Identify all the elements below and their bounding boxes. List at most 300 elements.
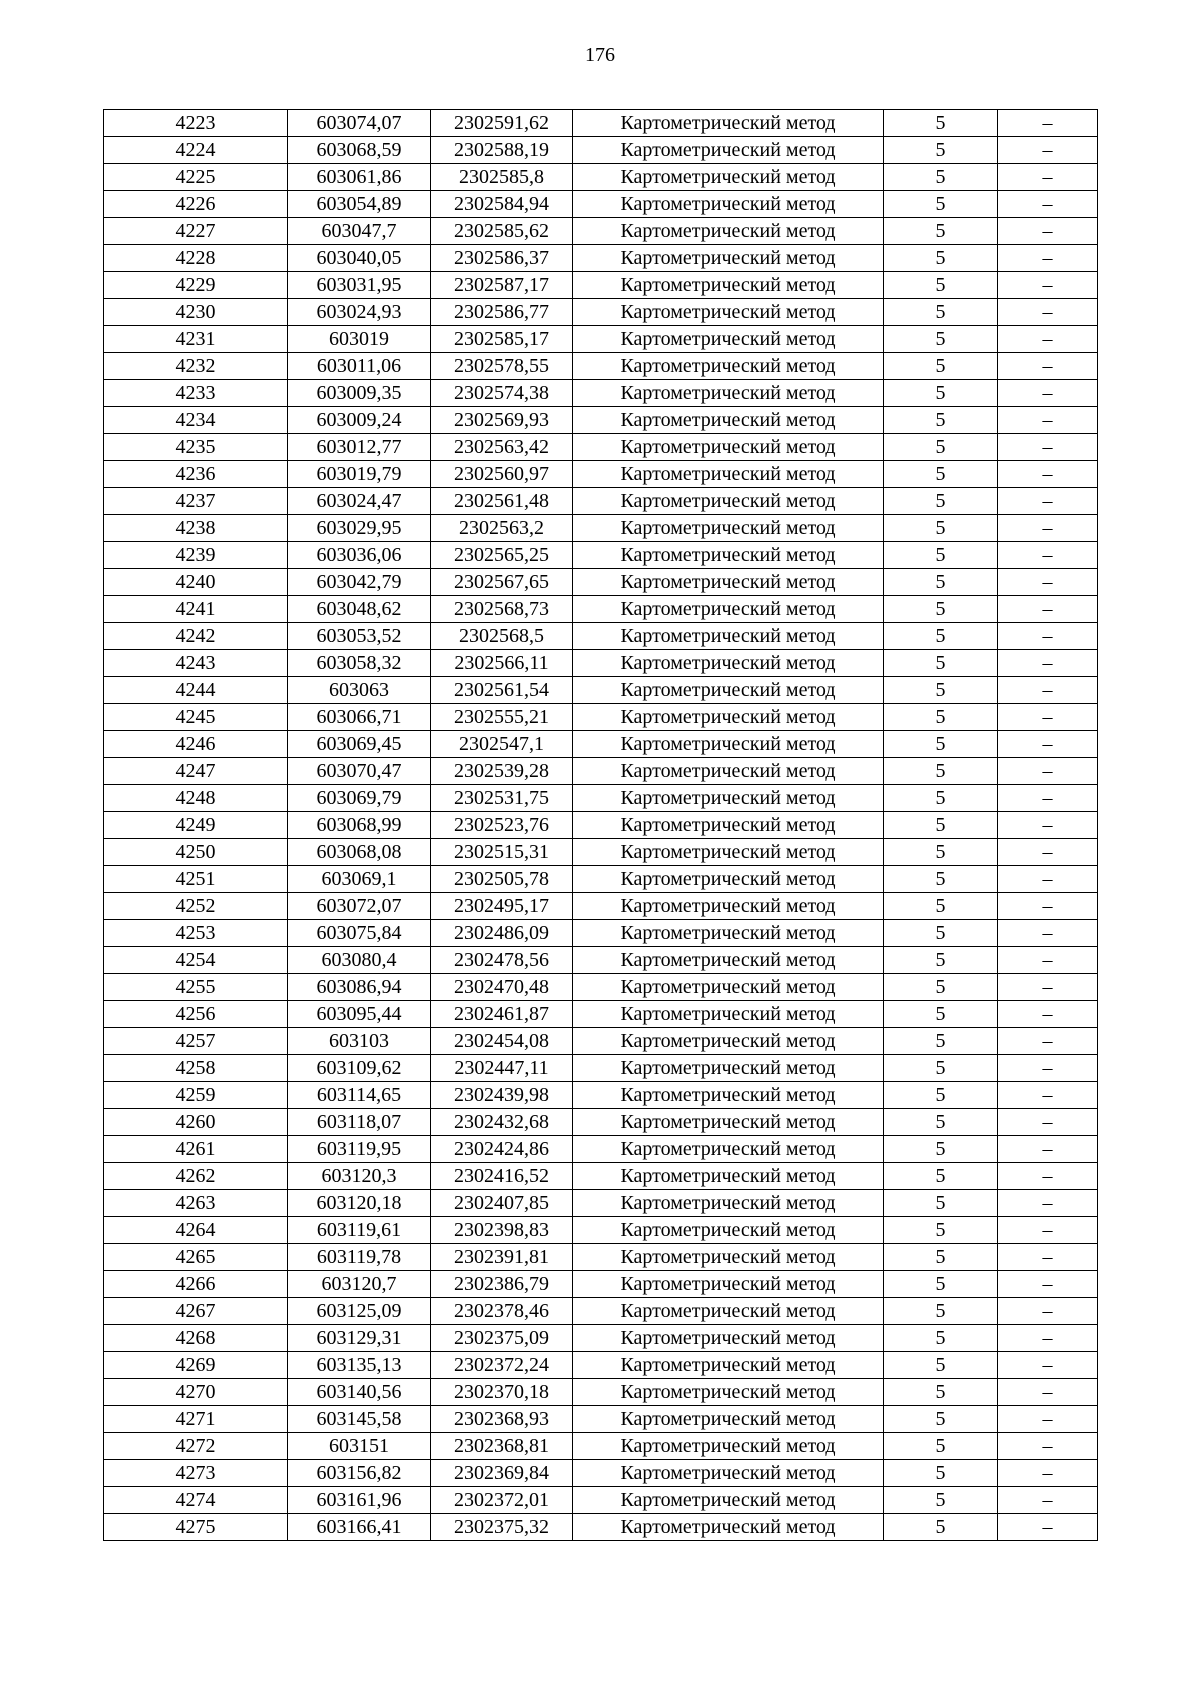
accuracy-cell: 5 bbox=[884, 542, 998, 569]
note-cell: – bbox=[998, 461, 1098, 488]
y-coordinate-cell: 2302568,73 bbox=[431, 596, 573, 623]
x-coordinate-cell: 603119,61 bbox=[288, 1217, 431, 1244]
point-number-cell: 4241 bbox=[104, 596, 288, 623]
accuracy-cell: 5 bbox=[884, 785, 998, 812]
method-cell: Картометрический метод bbox=[573, 1460, 884, 1487]
accuracy-cell: 5 bbox=[884, 515, 998, 542]
method-cell: Картометрический метод bbox=[573, 326, 884, 353]
method-cell: Картометрический метод bbox=[573, 434, 884, 461]
accuracy-cell: 5 bbox=[884, 137, 998, 164]
accuracy-cell: 5 bbox=[884, 488, 998, 515]
table-row bbox=[104, 893, 1098, 920]
method-cell: Картометрический метод bbox=[573, 488, 884, 515]
y-coordinate-cell: 2302391,81 bbox=[431, 1244, 573, 1271]
point-number-cell: 4251 bbox=[104, 866, 288, 893]
x-coordinate-cell: 603029,95 bbox=[288, 515, 431, 542]
method-cell: Картометрический метод bbox=[573, 1217, 884, 1244]
note-cell: – bbox=[998, 245, 1098, 272]
note-cell: – bbox=[998, 1190, 1098, 1217]
note-cell: – bbox=[998, 1244, 1098, 1271]
accuracy-cell: 5 bbox=[884, 893, 998, 920]
table-row bbox=[104, 461, 1098, 488]
point-number-cell: 4246 bbox=[104, 731, 288, 758]
accuracy-cell: 5 bbox=[884, 947, 998, 974]
x-coordinate-cell: 603024,93 bbox=[288, 299, 431, 326]
accuracy-cell: 5 bbox=[884, 245, 998, 272]
table-body bbox=[104, 110, 1098, 1541]
x-coordinate-cell: 603118,07 bbox=[288, 1109, 431, 1136]
note-cell: – bbox=[998, 353, 1098, 380]
note-cell: – bbox=[998, 920, 1098, 947]
table-row bbox=[104, 677, 1098, 704]
y-coordinate-cell: 2302369,84 bbox=[431, 1460, 573, 1487]
y-coordinate-cell: 2302560,97 bbox=[431, 461, 573, 488]
x-coordinate-cell: 603053,52 bbox=[288, 623, 431, 650]
note-cell: – bbox=[998, 785, 1098, 812]
table-row bbox=[104, 299, 1098, 326]
table-row bbox=[104, 488, 1098, 515]
x-coordinate-cell: 603019,79 bbox=[288, 461, 431, 488]
table-row bbox=[104, 974, 1098, 1001]
table-row bbox=[104, 866, 1098, 893]
x-coordinate-cell: 603086,94 bbox=[288, 974, 431, 1001]
table-row bbox=[104, 650, 1098, 677]
x-coordinate-cell: 603145,58 bbox=[288, 1406, 431, 1433]
x-coordinate-cell: 603069,79 bbox=[288, 785, 431, 812]
x-coordinate-cell: 603070,47 bbox=[288, 758, 431, 785]
point-number-cell: 4234 bbox=[104, 407, 288, 434]
table-row bbox=[104, 164, 1098, 191]
table-row bbox=[104, 704, 1098, 731]
y-coordinate-cell: 2302378,46 bbox=[431, 1298, 573, 1325]
table-row bbox=[104, 839, 1098, 866]
method-cell: Картометрический метод bbox=[573, 1352, 884, 1379]
method-cell: Картометрический метод bbox=[573, 461, 884, 488]
point-number-cell: 4258 bbox=[104, 1055, 288, 1082]
table-row bbox=[104, 1352, 1098, 1379]
accuracy-cell: 5 bbox=[884, 461, 998, 488]
accuracy-cell: 5 bbox=[884, 1001, 998, 1028]
accuracy-cell: 5 bbox=[884, 1136, 998, 1163]
method-cell: Картометрический метод bbox=[573, 1244, 884, 1271]
x-coordinate-cell: 603109,62 bbox=[288, 1055, 431, 1082]
note-cell: – bbox=[998, 1136, 1098, 1163]
table-row bbox=[104, 1082, 1098, 1109]
method-cell: Картометрический метод bbox=[573, 1298, 884, 1325]
point-number-cell: 4254 bbox=[104, 947, 288, 974]
y-coordinate-cell: 2302407,85 bbox=[431, 1190, 573, 1217]
y-coordinate-cell: 2302368,81 bbox=[431, 1433, 573, 1460]
method-cell: Картометрический метод bbox=[573, 1514, 884, 1541]
method-cell: Картометрический метод bbox=[573, 1082, 884, 1109]
y-coordinate-cell: 2302591,62 bbox=[431, 110, 573, 137]
point-number-cell: 4273 bbox=[104, 1460, 288, 1487]
y-coordinate-cell: 2302432,68 bbox=[431, 1109, 573, 1136]
x-coordinate-cell: 603042,79 bbox=[288, 569, 431, 596]
x-coordinate-cell: 603058,32 bbox=[288, 650, 431, 677]
accuracy-cell: 5 bbox=[884, 650, 998, 677]
accuracy-cell: 5 bbox=[884, 1460, 998, 1487]
method-cell: Картометрический метод bbox=[573, 1055, 884, 1082]
point-number-cell: 4243 bbox=[104, 650, 288, 677]
accuracy-cell: 5 bbox=[884, 569, 998, 596]
y-coordinate-cell: 2302563,42 bbox=[431, 434, 573, 461]
method-cell: Картометрический метод bbox=[573, 839, 884, 866]
method-cell: Картометрический метод bbox=[573, 137, 884, 164]
method-cell: Картометрический метод bbox=[573, 1433, 884, 1460]
y-coordinate-cell: 2302578,55 bbox=[431, 353, 573, 380]
table-row bbox=[104, 1514, 1098, 1541]
point-number-cell: 4253 bbox=[104, 920, 288, 947]
x-coordinate-cell: 603114,65 bbox=[288, 1082, 431, 1109]
note-cell: – bbox=[998, 1082, 1098, 1109]
table-row bbox=[104, 1136, 1098, 1163]
note-cell: – bbox=[998, 1514, 1098, 1541]
x-coordinate-cell: 603151 bbox=[288, 1433, 431, 1460]
method-cell: Картометрический метод bbox=[573, 785, 884, 812]
note-cell: – bbox=[998, 191, 1098, 218]
table-row bbox=[104, 731, 1098, 758]
y-coordinate-cell: 2302586,77 bbox=[431, 299, 573, 326]
accuracy-cell: 5 bbox=[884, 1487, 998, 1514]
method-cell: Картометрический метод bbox=[573, 542, 884, 569]
point-number-cell: 4237 bbox=[104, 488, 288, 515]
table-row bbox=[104, 1433, 1098, 1460]
note-cell: – bbox=[998, 380, 1098, 407]
y-coordinate-cell: 2302370,18 bbox=[431, 1379, 573, 1406]
point-number-cell: 4230 bbox=[104, 299, 288, 326]
method-cell: Картометрический метод bbox=[573, 650, 884, 677]
y-coordinate-cell: 2302587,17 bbox=[431, 272, 573, 299]
point-number-cell: 4255 bbox=[104, 974, 288, 1001]
table-row bbox=[104, 407, 1098, 434]
method-cell: Картометрический метод bbox=[573, 191, 884, 218]
accuracy-cell: 5 bbox=[884, 974, 998, 1001]
y-coordinate-cell: 2302586,37 bbox=[431, 245, 573, 272]
method-cell: Картометрический метод bbox=[573, 515, 884, 542]
accuracy-cell: 5 bbox=[884, 1055, 998, 1082]
method-cell: Картометрический метод bbox=[573, 947, 884, 974]
note-cell: – bbox=[998, 704, 1098, 731]
coordinates-table bbox=[103, 109, 1098, 1541]
table-row bbox=[104, 245, 1098, 272]
x-coordinate-cell: 603119,95 bbox=[288, 1136, 431, 1163]
table-row bbox=[104, 1163, 1098, 1190]
table-row bbox=[104, 623, 1098, 650]
y-coordinate-cell: 2302375,09 bbox=[431, 1325, 573, 1352]
note-cell: – bbox=[998, 893, 1098, 920]
table-row bbox=[104, 1379, 1098, 1406]
y-coordinate-cell: 2302375,32 bbox=[431, 1514, 573, 1541]
note-cell: – bbox=[998, 731, 1098, 758]
method-cell: Картометрический метод bbox=[573, 596, 884, 623]
x-coordinate-cell: 603068,99 bbox=[288, 812, 431, 839]
x-coordinate-cell: 603019 bbox=[288, 326, 431, 353]
note-cell: – bbox=[998, 488, 1098, 515]
method-cell: Картометрический метод bbox=[573, 1163, 884, 1190]
point-number-cell: 4269 bbox=[104, 1352, 288, 1379]
point-number-cell: 4225 bbox=[104, 164, 288, 191]
point-number-cell: 4229 bbox=[104, 272, 288, 299]
table-row bbox=[104, 1028, 1098, 1055]
note-cell: – bbox=[998, 1163, 1098, 1190]
method-cell: Картометрический метод bbox=[573, 272, 884, 299]
table-row bbox=[104, 1217, 1098, 1244]
method-cell: Картометрический метод bbox=[573, 1001, 884, 1028]
accuracy-cell: 5 bbox=[884, 1352, 998, 1379]
note-cell: – bbox=[998, 1109, 1098, 1136]
y-coordinate-cell: 2302566,11 bbox=[431, 650, 573, 677]
x-coordinate-cell: 603024,47 bbox=[288, 488, 431, 515]
note-cell: – bbox=[998, 1379, 1098, 1406]
point-number-cell: 4244 bbox=[104, 677, 288, 704]
note-cell: – bbox=[998, 272, 1098, 299]
table-row bbox=[104, 380, 1098, 407]
accuracy-cell: 5 bbox=[884, 1244, 998, 1271]
y-coordinate-cell: 2302555,21 bbox=[431, 704, 573, 731]
note-cell: – bbox=[998, 596, 1098, 623]
x-coordinate-cell: 603009,24 bbox=[288, 407, 431, 434]
x-coordinate-cell: 603161,96 bbox=[288, 1487, 431, 1514]
table-row bbox=[104, 218, 1098, 245]
method-cell: Картометрический метод bbox=[573, 245, 884, 272]
table-row bbox=[104, 1460, 1098, 1487]
x-coordinate-cell: 603072,07 bbox=[288, 893, 431, 920]
table-row bbox=[104, 1487, 1098, 1514]
y-coordinate-cell: 2302569,93 bbox=[431, 407, 573, 434]
point-number-cell: 4272 bbox=[104, 1433, 288, 1460]
y-coordinate-cell: 2302539,28 bbox=[431, 758, 573, 785]
table-row bbox=[104, 1325, 1098, 1352]
x-coordinate-cell: 603012,77 bbox=[288, 434, 431, 461]
method-cell: Картометрический метод bbox=[573, 407, 884, 434]
method-cell: Картометрический метод bbox=[573, 299, 884, 326]
accuracy-cell: 5 bbox=[884, 110, 998, 137]
x-coordinate-cell: 603036,06 bbox=[288, 542, 431, 569]
accuracy-cell: 5 bbox=[884, 380, 998, 407]
accuracy-cell: 5 bbox=[884, 839, 998, 866]
x-coordinate-cell: 603063 bbox=[288, 677, 431, 704]
x-coordinate-cell: 603068,59 bbox=[288, 137, 431, 164]
point-number-cell: 4224 bbox=[104, 137, 288, 164]
note-cell: – bbox=[998, 758, 1098, 785]
note-cell: – bbox=[998, 569, 1098, 596]
point-number-cell: 4267 bbox=[104, 1298, 288, 1325]
y-coordinate-cell: 2302585,8 bbox=[431, 164, 573, 191]
note-cell: – bbox=[998, 839, 1098, 866]
table-row bbox=[104, 326, 1098, 353]
y-coordinate-cell: 2302561,54 bbox=[431, 677, 573, 704]
method-cell: Картометрический метод bbox=[573, 569, 884, 596]
note-cell: – bbox=[998, 515, 1098, 542]
method-cell: Картометрический метод bbox=[573, 218, 884, 245]
method-cell: Картометрический метод bbox=[573, 353, 884, 380]
accuracy-cell: 5 bbox=[884, 1406, 998, 1433]
note-cell: – bbox=[998, 1406, 1098, 1433]
note-cell: – bbox=[998, 326, 1098, 353]
note-cell: – bbox=[998, 299, 1098, 326]
table-row bbox=[104, 1244, 1098, 1271]
point-number-cell: 4256 bbox=[104, 1001, 288, 1028]
point-number-cell: 4262 bbox=[104, 1163, 288, 1190]
table-row bbox=[104, 569, 1098, 596]
note-cell: – bbox=[998, 866, 1098, 893]
note-cell: – bbox=[998, 1325, 1098, 1352]
note-cell: – bbox=[998, 1487, 1098, 1514]
point-number-cell: 4247 bbox=[104, 758, 288, 785]
accuracy-cell: 5 bbox=[884, 1298, 998, 1325]
table-row bbox=[104, 110, 1098, 137]
table-row bbox=[104, 947, 1098, 974]
table-row bbox=[104, 353, 1098, 380]
y-coordinate-cell: 2302424,86 bbox=[431, 1136, 573, 1163]
point-number-cell: 4239 bbox=[104, 542, 288, 569]
table-row bbox=[104, 920, 1098, 947]
point-number-cell: 4264 bbox=[104, 1217, 288, 1244]
method-cell: Картометрический метод bbox=[573, 731, 884, 758]
table-row bbox=[104, 1406, 1098, 1433]
table-row bbox=[104, 272, 1098, 299]
x-coordinate-cell: 603074,07 bbox=[288, 110, 431, 137]
method-cell: Картометрический метод bbox=[573, 893, 884, 920]
note-cell: – bbox=[998, 1298, 1098, 1325]
accuracy-cell: 5 bbox=[884, 1217, 998, 1244]
method-cell: Картометрический метод bbox=[573, 164, 884, 191]
method-cell: Картометрический метод bbox=[573, 1325, 884, 1352]
accuracy-cell: 5 bbox=[884, 218, 998, 245]
table-row bbox=[104, 1001, 1098, 1028]
accuracy-cell: 5 bbox=[884, 758, 998, 785]
y-coordinate-cell: 2302478,56 bbox=[431, 947, 573, 974]
x-coordinate-cell: 603031,95 bbox=[288, 272, 431, 299]
table-row bbox=[104, 191, 1098, 218]
method-cell: Картометрический метод bbox=[573, 1406, 884, 1433]
method-cell: Картометрический метод bbox=[573, 1109, 884, 1136]
x-coordinate-cell: 603040,05 bbox=[288, 245, 431, 272]
accuracy-cell: 5 bbox=[884, 1028, 998, 1055]
y-coordinate-cell: 2302588,19 bbox=[431, 137, 573, 164]
table-row bbox=[104, 542, 1098, 569]
y-coordinate-cell: 2302568,5 bbox=[431, 623, 573, 650]
point-number-cell: 4233 bbox=[104, 380, 288, 407]
method-cell: Картометрический метод bbox=[573, 1190, 884, 1217]
method-cell: Картометрический метод bbox=[573, 110, 884, 137]
note-cell: – bbox=[998, 218, 1098, 245]
y-coordinate-cell: 2302565,25 bbox=[431, 542, 573, 569]
note-cell: – bbox=[998, 1271, 1098, 1298]
note-cell: – bbox=[998, 623, 1098, 650]
y-coordinate-cell: 2302505,78 bbox=[431, 866, 573, 893]
point-number-cell: 4260 bbox=[104, 1109, 288, 1136]
accuracy-cell: 5 bbox=[884, 326, 998, 353]
accuracy-cell: 5 bbox=[884, 434, 998, 461]
x-coordinate-cell: 603068,08 bbox=[288, 839, 431, 866]
x-coordinate-cell: 603119,78 bbox=[288, 1244, 431, 1271]
note-cell: – bbox=[998, 407, 1098, 434]
note-cell: – bbox=[998, 974, 1098, 1001]
point-number-cell: 4263 bbox=[104, 1190, 288, 1217]
point-number-cell: 4223 bbox=[104, 110, 288, 137]
accuracy-cell: 5 bbox=[884, 1271, 998, 1298]
method-cell: Картометрический метод bbox=[573, 866, 884, 893]
x-coordinate-cell: 603075,84 bbox=[288, 920, 431, 947]
method-cell: Картометрический метод bbox=[573, 1271, 884, 1298]
point-number-cell: 4250 bbox=[104, 839, 288, 866]
y-coordinate-cell: 2302416,52 bbox=[431, 1163, 573, 1190]
note-cell: – bbox=[998, 542, 1098, 569]
note-cell: – bbox=[998, 1001, 1098, 1028]
x-coordinate-cell: 603066,71 bbox=[288, 704, 431, 731]
point-number-cell: 4231 bbox=[104, 326, 288, 353]
accuracy-cell: 5 bbox=[884, 596, 998, 623]
note-cell: – bbox=[998, 137, 1098, 164]
table-row bbox=[104, 434, 1098, 461]
accuracy-cell: 5 bbox=[884, 191, 998, 218]
x-coordinate-cell: 603120,3 bbox=[288, 1163, 431, 1190]
accuracy-cell: 5 bbox=[884, 272, 998, 299]
y-coordinate-cell: 2302531,75 bbox=[431, 785, 573, 812]
table-row bbox=[104, 758, 1098, 785]
point-number-cell: 4248 bbox=[104, 785, 288, 812]
accuracy-cell: 5 bbox=[884, 1433, 998, 1460]
x-coordinate-cell: 603061,86 bbox=[288, 164, 431, 191]
point-number-cell: 4249 bbox=[104, 812, 288, 839]
note-cell: – bbox=[998, 1217, 1098, 1244]
table-row bbox=[104, 137, 1098, 164]
note-cell: – bbox=[998, 1055, 1098, 1082]
point-number-cell: 4257 bbox=[104, 1028, 288, 1055]
note-cell: – bbox=[998, 1433, 1098, 1460]
x-coordinate-cell: 603156,82 bbox=[288, 1460, 431, 1487]
point-number-cell: 4259 bbox=[104, 1082, 288, 1109]
y-coordinate-cell: 2302585,62 bbox=[431, 218, 573, 245]
y-coordinate-cell: 2302486,09 bbox=[431, 920, 573, 947]
point-number-cell: 4228 bbox=[104, 245, 288, 272]
point-number-cell: 4261 bbox=[104, 1136, 288, 1163]
point-number-cell: 4226 bbox=[104, 191, 288, 218]
point-number-cell: 4238 bbox=[104, 515, 288, 542]
method-cell: Картометрический метод bbox=[573, 1487, 884, 1514]
page-number: 176 bbox=[585, 44, 615, 66]
table-row bbox=[104, 1109, 1098, 1136]
point-number-cell: 4240 bbox=[104, 569, 288, 596]
table-row bbox=[104, 1298, 1098, 1325]
y-coordinate-cell: 2302461,87 bbox=[431, 1001, 573, 1028]
accuracy-cell: 5 bbox=[884, 353, 998, 380]
method-cell: Картометрический метод bbox=[573, 1136, 884, 1163]
accuracy-cell: 5 bbox=[884, 1514, 998, 1541]
point-number-cell: 4274 bbox=[104, 1487, 288, 1514]
note-cell: – bbox=[998, 110, 1098, 137]
method-cell: Картометрический метод bbox=[573, 1379, 884, 1406]
method-cell: Картометрический метод bbox=[573, 974, 884, 1001]
accuracy-cell: 5 bbox=[884, 299, 998, 326]
method-cell: Картометрический метод bbox=[573, 758, 884, 785]
note-cell: – bbox=[998, 812, 1098, 839]
point-number-cell: 4271 bbox=[104, 1406, 288, 1433]
note-cell: – bbox=[998, 947, 1098, 974]
note-cell: – bbox=[998, 1460, 1098, 1487]
x-coordinate-cell: 603011,06 bbox=[288, 353, 431, 380]
note-cell: – bbox=[998, 1352, 1098, 1379]
accuracy-cell: 5 bbox=[884, 812, 998, 839]
y-coordinate-cell: 2302561,48 bbox=[431, 488, 573, 515]
x-coordinate-cell: 603054,89 bbox=[288, 191, 431, 218]
accuracy-cell: 5 bbox=[884, 731, 998, 758]
point-number-cell: 4227 bbox=[104, 218, 288, 245]
x-coordinate-cell: 603140,56 bbox=[288, 1379, 431, 1406]
y-coordinate-cell: 2302386,79 bbox=[431, 1271, 573, 1298]
